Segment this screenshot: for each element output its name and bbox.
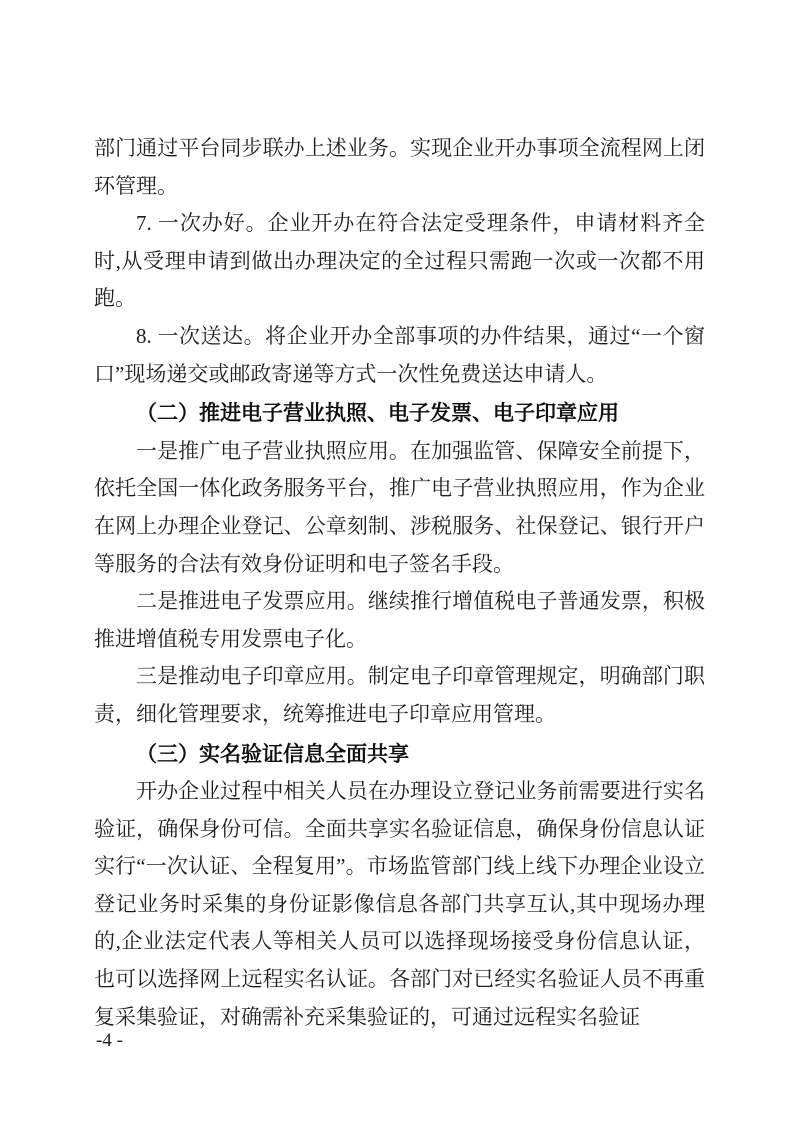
paragraph-closed-loop-management: 部门通过平台同步联办上述业务。实现企业开办事项全流程网上闭环管理。 xyxy=(94,136,705,198)
page-number: -4 - xyxy=(96,1030,123,1051)
paragraph-electronic-invoice: 二是推进电子发票应用。继续推行增值税电子普通发票，积极推进增值税专用发票电子化。 xyxy=(94,589,705,651)
section-heading-2-electronic-applications: （二）推进电子营业执照、电子发票、电子印章应用 xyxy=(136,401,619,426)
paragraph-electronic-seal: 三是推动电子印章应用。制定电子印章管理规定，明确部门职责，细化管理要求，统筹推进电子印章应用管理。 xyxy=(94,664,705,726)
section-heading-3-real-name-verification: （三）实名验证信息全面共享 xyxy=(136,741,409,766)
paragraph-electronic-business-license: 一是推广电子营业执照应用。在加强监管、保障安全前提下，依托全国一体化政务服务平台，推广电子营业执照应用，作为企业在网上办理企业登记、公章刻制、涉税服务、社保登记、银行开户等服务的合法有效身份证明和电子签名手段。 xyxy=(94,438,705,576)
paragraph-item-8-once-delivery: 8. 一次送达。将企业开办全部事项的办件结果，通过“一个窗口”现场递交或邮政寄递等方式一次性免费送达申请人。 xyxy=(94,323,705,386)
paragraph-real-name-verification-sharing: 开办企业过程中相关人员在办理设立登记业务前需要进行实名验证，确保身份可信。全面共享实名验证信息，确保身份信息认证实行“一次认证、全程复用”。市场监管部门线上线下办理企业设立登记业务时采集的身份证影像信息各部门共享互认,其中现场办理的,企业法定代表人等相关人员可以选择现场接受身份信息认证，也可以选择网上远程实名认证。各部门对已经实名验证人员不再重复采集验证，对确需补充采集验证的，可通过远程实名验证 xyxy=(94,779,705,1029)
paragraph-item-7-once-done: 7. 一次办好。企业开办在符合法定受理条件，申请材料齐全时,从受理申请到做出办理决定的全过程只需跑一次或一次都不用跑。 xyxy=(94,211,705,311)
